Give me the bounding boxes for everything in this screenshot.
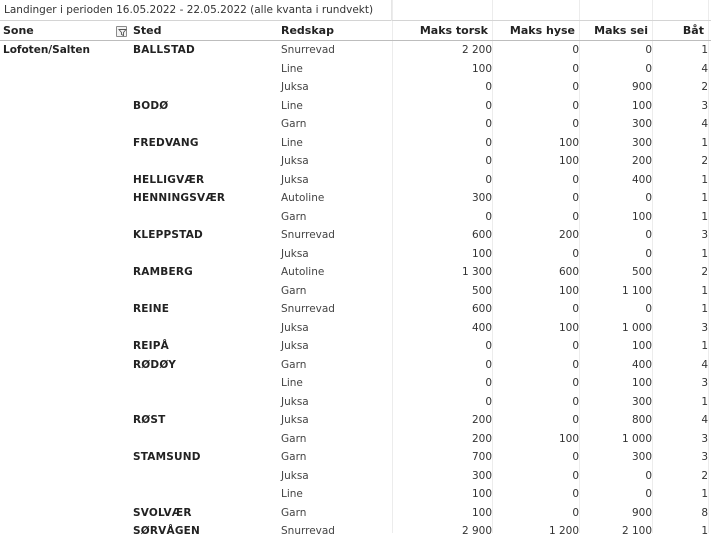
maks-torsk-cell[interactable]: 0 — [485, 155, 492, 167]
redskap-cell[interactable]: Line — [281, 136, 303, 149]
maks-sei-cell[interactable]: 500 — [631, 266, 652, 278]
sted-cell[interactable]: BODØ — [133, 99, 169, 112]
sted-cell[interactable] — [133, 282, 278, 301]
table-row — [0, 522, 711, 541]
maks-hyse-cell[interactable]: 100 — [558, 284, 579, 297]
redskap-cell[interactable]: Juksa — [281, 81, 309, 93]
sone-cell[interactable] — [3, 60, 131, 79]
redskap-cell[interactable]: Snurrevad — [281, 303, 335, 315]
bat-cell[interactable]: 3 — [701, 321, 708, 334]
header-maks-torsk[interactable]: Maks torsk — [419, 24, 488, 37]
maks-torsk-cell[interactable]: 500 — [471, 284, 492, 297]
bat-cell[interactable]: 1 — [701, 247, 708, 260]
sone-cell[interactable] — [3, 448, 131, 467]
maks-hyse-cell[interactable]: 0 — [572, 81, 579, 93]
redskap-cell[interactable]: Line — [281, 99, 303, 112]
redskap-cell[interactable]: Juksa — [281, 469, 309, 482]
table-row — [0, 467, 711, 486]
redskap-cell[interactable]: Snurrevad — [281, 525, 335, 537]
bat-cell[interactable]: 3 — [701, 432, 708, 445]
maks-hyse-cell[interactable]: 0 — [572, 192, 579, 204]
maks-hyse-cell[interactable]: 0 — [572, 451, 579, 463]
sted-cell[interactable]: KLEPPSTAD — [133, 229, 203, 241]
sone-cell[interactable] — [3, 300, 131, 319]
sted-cell[interactable]: STAMSUND — [133, 451, 201, 463]
redskap-cell[interactable]: Garn — [281, 118, 307, 130]
bat-cell[interactable]: 1 — [701, 488, 708, 500]
maks-hyse-cell[interactable]: 0 — [572, 210, 579, 223]
bat-cell[interactable]: 2 — [701, 469, 708, 482]
maks-hyse-cell[interactable]: 0 — [572, 469, 579, 482]
sted-cell[interactable] — [133, 245, 278, 264]
sted-cell[interactable] — [133, 78, 278, 97]
redskap-cell[interactable]: Garn — [281, 451, 307, 463]
maks-torsk-cell[interactable]: 0 — [485, 173, 492, 186]
maks-torsk-cell[interactable]: 0 — [485, 210, 492, 223]
sted-cell[interactable] — [133, 60, 278, 79]
maks-sei-cell[interactable]: 0 — [645, 469, 652, 482]
table-row — [0, 60, 711, 79]
maks-torsk-cell[interactable]: 300 — [471, 469, 492, 482]
maks-hyse-cell[interactable]: 0 — [572, 118, 579, 130]
sone-cell[interactable] — [3, 485, 131, 504]
table-row — [0, 189, 711, 208]
maks-torsk-cell[interactable]: 700 — [471, 451, 492, 463]
sone-cell[interactable] — [3, 522, 131, 541]
bat-cell[interactable]: 8 — [701, 506, 708, 519]
table-row — [0, 208, 711, 227]
redskap-cell[interactable]: Autoline — [281, 266, 325, 278]
header-sone[interactable]: Sone — [3, 24, 34, 37]
sted-cell[interactable]: RØST — [133, 414, 166, 426]
maks-sei-cell[interactable]: 800 — [631, 414, 652, 426]
sted-cell[interactable]: SVOLVÆR — [133, 506, 192, 519]
maks-hyse-cell[interactable]: 1 200 — [548, 525, 579, 537]
sted-cell[interactable] — [133, 374, 278, 393]
sone-cell[interactable] — [3, 134, 131, 153]
redskap-cell[interactable]: Line — [281, 62, 303, 75]
sheet-title[interactable]: Landinger i perioden 16.05.2022 - 22.05.2022 (alle kvanta i rundvekt) — [0, 0, 392, 21]
sted-cell[interactable] — [133, 319, 278, 338]
sone-cell[interactable] — [3, 263, 131, 282]
maks-sei-cell[interactable]: 300 — [631, 451, 652, 463]
maks-sei-cell[interactable]: 0 — [645, 62, 652, 75]
maks-torsk-cell[interactable]: 0 — [485, 99, 492, 112]
data-rows — [0, 41, 711, 541]
sone-cell[interactable] — [3, 171, 131, 190]
bat-cell[interactable]: 4 — [701, 414, 708, 426]
maks-torsk-cell[interactable]: 100 — [471, 62, 492, 75]
sted-cell[interactable]: REINE — [133, 303, 170, 315]
filter-button[interactable] — [116, 26, 127, 37]
bat-cell[interactable]: 1 — [701, 136, 708, 149]
table-row — [0, 393, 711, 412]
maks-hyse-cell[interactable]: 0 — [572, 340, 579, 352]
maks-sei-cell[interactable]: 100 — [631, 340, 652, 352]
maks-torsk-cell[interactable]: 0 — [485, 136, 492, 149]
redskap-cell[interactable]: Juksa — [281, 321, 309, 334]
maks-sei-cell[interactable]: 0 — [645, 192, 652, 204]
maks-sei-cell[interactable]: 400 — [631, 358, 652, 371]
bat-cell[interactable]: 1 — [701, 303, 708, 315]
filter-icon — [118, 28, 127, 37]
bat-cell[interactable]: 4 — [701, 358, 708, 371]
maks-hyse-cell[interactable]: 0 — [572, 303, 579, 315]
maks-torsk-cell[interactable]: 100 — [471, 247, 492, 260]
sted-cell[interactable] — [133, 430, 278, 449]
redskap-cell[interactable]: Garn — [281, 506, 307, 519]
sted-cell[interactable] — [133, 485, 278, 504]
bat-cell[interactable]: 3 — [701, 377, 708, 389]
maks-hyse-cell[interactable]: 0 — [572, 44, 579, 56]
table-row — [0, 374, 711, 393]
sone-cell[interactable] — [3, 226, 131, 245]
maks-hyse-cell[interactable]: 100 — [558, 432, 579, 445]
bat-cell[interactable]: 1 — [701, 525, 708, 537]
maks-hyse-cell[interactable]: 0 — [572, 414, 579, 426]
table-row — [0, 226, 711, 245]
maks-torsk-cell[interactable]: 1 300 — [461, 266, 492, 278]
header-bat[interactable]: Båt — [682, 24, 704, 37]
redskap-cell[interactable]: Line — [281, 488, 303, 500]
table-row — [0, 411, 711, 430]
redskap-cell[interactable]: Garn — [281, 284, 307, 297]
maks-hyse-cell[interactable]: 100 — [558, 136, 579, 149]
maks-hyse-cell[interactable]: 0 — [572, 99, 579, 112]
bat-cell[interactable]: 1 — [701, 192, 708, 204]
sone-cell[interactable] — [3, 152, 131, 171]
sone-cell[interactable] — [3, 245, 131, 264]
maks-sei-cell[interactable]: 1 000 — [621, 321, 652, 334]
sone-cell[interactable] — [3, 411, 131, 430]
redskap-cell[interactable]: Juksa — [281, 395, 309, 408]
table-row — [0, 448, 711, 467]
bat-cell[interactable]: 3 — [701, 451, 708, 463]
sted-cell[interactable] — [133, 393, 278, 412]
maks-sei-cell[interactable]: 900 — [631, 81, 652, 93]
sone-cell[interactable] — [3, 282, 131, 301]
bat-cell[interactable]: 1 — [701, 395, 708, 408]
maks-sei-cell[interactable]: 900 — [631, 506, 652, 519]
redskap-cell[interactable]: Garn — [281, 432, 307, 445]
table-row — [0, 152, 711, 171]
redskap-cell[interactable]: Snurrevad — [281, 44, 335, 56]
bat-cell[interactable]: 2 — [701, 155, 708, 167]
maks-hyse-cell[interactable]: 0 — [572, 247, 579, 260]
sted-cell[interactable]: HELLIGVÆR — [133, 173, 205, 186]
maks-sei-cell[interactable]: 0 — [645, 488, 652, 500]
table-row — [0, 134, 711, 153]
maks-torsk-cell[interactable]: 0 — [485, 377, 492, 389]
sted-cell[interactable]: BALLSTAD — [133, 44, 195, 56]
sone-cell[interactable] — [3, 356, 131, 375]
maks-torsk-cell[interactable]: 0 — [485, 81, 492, 93]
redskap-cell[interactable]: Snurrevad — [281, 229, 335, 241]
sted-cell[interactable]: RAMBERG — [133, 266, 193, 278]
maks-hyse-cell[interactable]: 100 — [558, 155, 579, 167]
header-sted[interactable]: Sted — [133, 24, 162, 37]
maks-hyse-cell[interactable]: 100 — [558, 321, 579, 334]
maks-hyse-cell[interactable]: 600 — [558, 266, 579, 278]
sone-cell[interactable] — [3, 189, 131, 208]
sted-cell[interactable]: RØDØY — [133, 358, 177, 371]
table-row — [0, 263, 711, 282]
redskap-cell[interactable]: Juksa — [281, 173, 309, 186]
table-row — [0, 245, 711, 264]
header-redskap[interactable]: Redskap — [281, 24, 334, 37]
maks-sei-cell[interactable]: 2 100 — [621, 525, 652, 537]
bat-cell[interactable]: 1 — [701, 173, 708, 186]
maks-torsk-cell[interactable]: 600 — [471, 229, 492, 241]
maks-sei-cell[interactable]: 300 — [631, 118, 652, 130]
table-row — [0, 430, 711, 449]
sone-cell[interactable] — [3, 97, 131, 116]
maks-hyse-cell[interactable]: 0 — [572, 173, 579, 186]
sone-cell[interactable] — [3, 374, 131, 393]
header-maks-sei[interactable]: Maks sei — [594, 24, 648, 37]
bat-cell[interactable]: 1 — [701, 340, 708, 352]
maks-torsk-cell[interactable]: 2 900 — [461, 525, 492, 537]
maks-torsk-cell[interactable]: 300 — [471, 192, 492, 204]
bat-cell[interactable]: 4 — [701, 118, 708, 130]
sone-cell[interactable] — [3, 430, 131, 449]
table-row — [0, 41, 711, 60]
maks-torsk-cell[interactable]: 100 — [471, 488, 492, 500]
maks-torsk-cell[interactable]: 0 — [485, 340, 492, 352]
maks-sei-cell[interactable]: 100 — [631, 210, 652, 223]
sted-cell[interactable] — [133, 152, 278, 171]
sted-cell[interactable]: HENNINGSVÆR — [133, 192, 226, 204]
sted-cell[interactable] — [133, 115, 278, 134]
sted-cell[interactable]: REIPÅ — [133, 340, 169, 352]
sted-cell[interactable] — [133, 208, 278, 227]
redskap-cell[interactable]: Juksa — [281, 414, 309, 426]
maks-torsk-cell[interactable]: 200 — [471, 414, 492, 426]
maks-sei-cell[interactable]: 300 — [631, 136, 652, 149]
bat-cell[interactable]: 2 — [701, 266, 708, 278]
maks-torsk-cell[interactable]: 200 — [471, 432, 492, 445]
maks-sei-cell[interactable]: 0 — [645, 303, 652, 315]
table-row — [0, 300, 711, 319]
bat-cell[interactable]: 1 — [701, 284, 708, 297]
redskap-cell[interactable]: Juksa — [281, 155, 309, 167]
table-row — [0, 282, 711, 301]
sone-cell[interactable] — [3, 78, 131, 97]
maks-torsk-cell[interactable]: 0 — [485, 118, 492, 130]
header-maks-hyse[interactable]: Maks hyse — [509, 24, 575, 37]
maks-torsk-cell[interactable]: 0 — [485, 358, 492, 371]
bat-cell[interactable]: 3 — [701, 229, 708, 241]
redskap-cell[interactable]: Juksa — [281, 247, 309, 260]
redskap-cell[interactable]: Garn — [281, 210, 307, 223]
maks-hyse-cell[interactable]: 0 — [572, 62, 579, 75]
table-row — [0, 337, 711, 356]
table-row — [0, 171, 711, 190]
maks-torsk-cell[interactable]: 2 200 — [461, 44, 492, 56]
sone-cell[interactable] — [3, 337, 131, 356]
bat-cell[interactable]: 4 — [701, 62, 708, 75]
maks-hyse-cell[interactable]: 0 — [572, 358, 579, 371]
table-row — [0, 319, 711, 338]
maks-hyse-cell[interactable]: 0 — [572, 488, 579, 500]
table-row — [0, 78, 711, 97]
maks-torsk-cell[interactable]: 0 — [485, 395, 492, 408]
table-row — [0, 97, 711, 116]
maks-sei-cell[interactable]: 1 100 — [621, 284, 652, 297]
maks-sei-cell[interactable]: 300 — [631, 395, 652, 408]
redskap-cell[interactable]: Line — [281, 377, 303, 389]
redskap-cell[interactable]: Juksa — [281, 340, 309, 352]
maks-torsk-cell[interactable]: 100 — [471, 506, 492, 519]
maks-sei-cell[interactable]: 1 000 — [621, 432, 652, 445]
maks-hyse-cell[interactable]: 0 — [572, 377, 579, 389]
sone-cell[interactable] — [3, 467, 131, 486]
bat-cell[interactable]: 2 — [701, 81, 708, 93]
maks-torsk-cell[interactable]: 600 — [471, 303, 492, 315]
sone-cell[interactable]: Lofoten/Salten — [3, 44, 90, 56]
sone-cell[interactable] — [3, 504, 131, 523]
maks-sei-cell[interactable]: 0 — [645, 229, 652, 241]
title-row — [0, 0, 711, 21]
sone-cell[interactable] — [3, 319, 131, 338]
table-row — [0, 115, 711, 134]
sted-cell[interactable]: SØRVÅGEN — [133, 525, 201, 537]
maks-torsk-cell[interactable]: 400 — [471, 321, 492, 334]
bat-cell[interactable]: 3 — [701, 99, 708, 112]
maks-sei-cell[interactable]: 100 — [631, 377, 652, 389]
table-row — [0, 356, 711, 375]
maks-sei-cell[interactable]: 200 — [631, 155, 652, 167]
table-row — [0, 504, 711, 523]
sted-cell[interactable]: FREDVANG — [133, 136, 199, 149]
bat-cell[interactable]: 1 — [701, 44, 708, 56]
maks-sei-cell[interactable]: 0 — [645, 44, 652, 56]
bat-cell[interactable]: 1 — [701, 210, 708, 223]
maks-hyse-cell[interactable]: 0 — [572, 395, 579, 408]
header-row — [0, 21, 711, 41]
maks-sei-cell[interactable]: 400 — [631, 173, 652, 186]
sone-cell[interactable] — [3, 115, 131, 134]
redskap-cell[interactable]: Garn — [281, 358, 307, 371]
sone-cell[interactable] — [3, 208, 131, 227]
redskap-cell[interactable]: Autoline — [281, 192, 325, 204]
maks-hyse-cell[interactable]: 0 — [572, 506, 579, 519]
maks-sei-cell[interactable]: 0 — [645, 247, 652, 260]
table-row — [0, 485, 711, 504]
sted-cell[interactable] — [133, 467, 278, 486]
maks-sei-cell[interactable]: 100 — [631, 99, 652, 112]
sone-cell[interactable] — [3, 393, 131, 412]
maks-hyse-cell[interactable]: 200 — [558, 229, 579, 241]
